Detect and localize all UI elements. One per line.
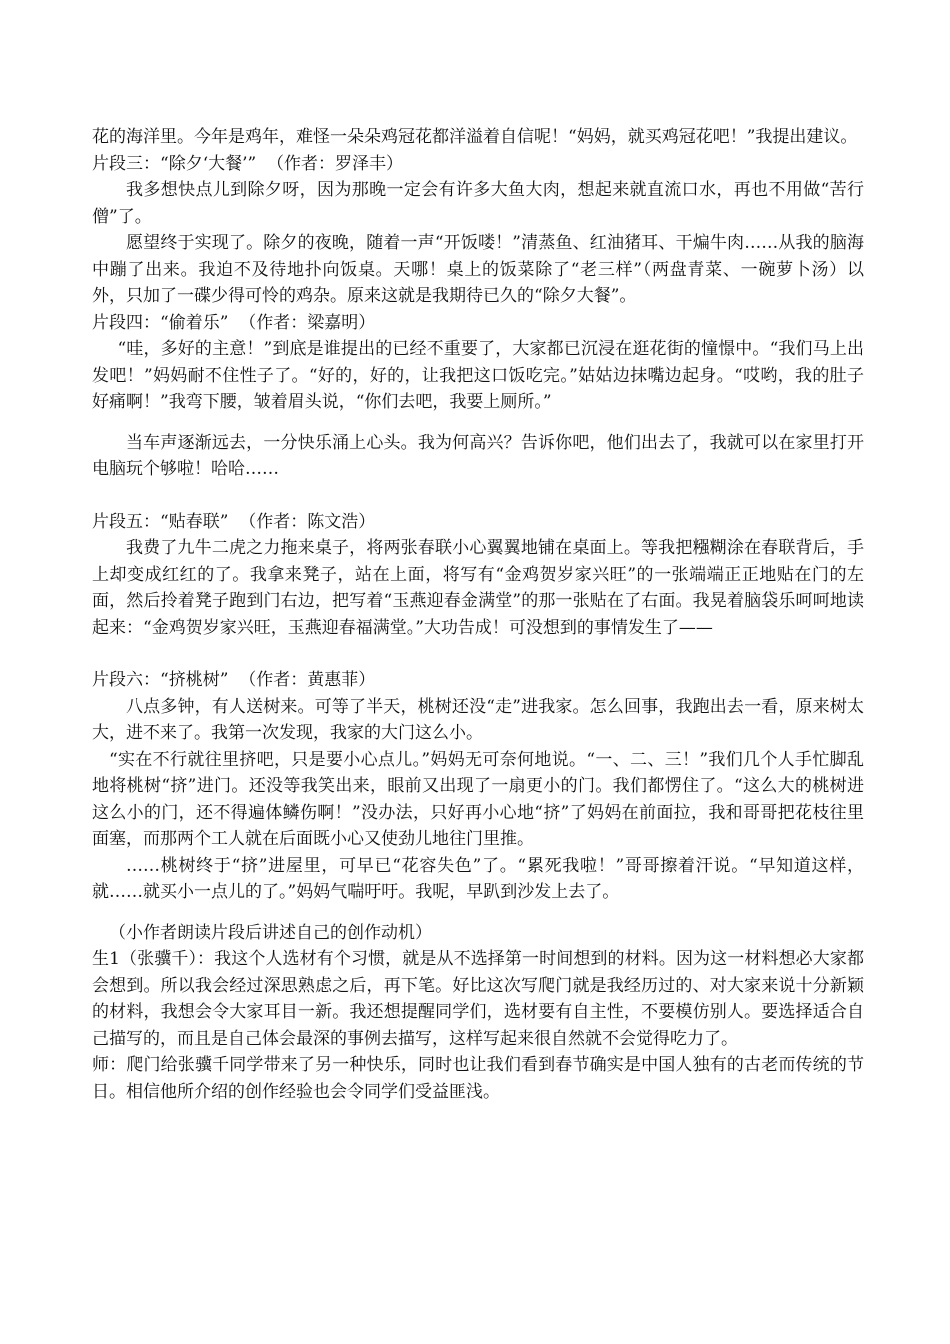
blank-line [92, 416, 864, 430]
fragment-3-paragraph-2: 愿望终于实现了。除夕的夜晚，随着一声“开饭喽！”清蒸鱼、红油猪耳、干煸牛肉……从我的脑海中蹦了出来。我迫不及待地扑向饭桌。天哪！桌上的饭菜除了“老三样”（两盘青菜、一碗萝卜汤）以外，只加了一碟少得可怜的鸡杂。原来这就是我期待已久的“除夕大餐”。 [92, 233, 864, 306]
fragment-3-paragraph-1: 我多想快点儿到除夕呀，因为那晚一定会有许多大鱼大肉，想起来就直流口水，再也不用做“苦行僧”了。 [92, 180, 864, 227]
fragment-6-heading: 片段六：“挤桃树” （作者：黄惠菲） [92, 670, 376, 690]
fragment-3-heading: 片段三：“除夕‘大餐’” （作者：罗泽丰） [92, 153, 403, 174]
fragment-5-heading: 片段五：“贴春联” （作者：陈文浩） [92, 511, 376, 532]
stage-note: （小作者朗读片段后讲述自己的创作动机） [109, 922, 432, 943]
teacher-statement: 师：爬门给张骥千同学带来了另一种快乐，同时也让我们看到春节确实是中国人独有的古老而传统的节日。相信他所介绍的创作经验也会令同学们受益匪浅。 [92, 1055, 864, 1102]
fragment-4-paragraph-2: 当车声逐渐远去，一分快乐涌上心头。我为何高兴？告诉你吧，他们出去了，我就可以在家里打开电脑玩个够啦！哈哈…… [92, 432, 864, 479]
blank-line [92, 483, 864, 509]
fragment-6-paragraph-2: “实在不行就往里挤吧，只是要小心点儿。”妈妈无可奈何地说。“一、二、三！”我们几个人手忙脚乱地将桃树“挤”进门。还没等我笑出来，眼前又出现了一扇更小的门。我们都愣住了。“这么大的桃树进这么小的门，还不得遍体鳞伤啊！”没办法，只好再小心地“挤”了妈妈在前面拉，我和哥哥把花枝往里面塞，而那两个工人就在后面既小心又使劲儿地往门里推。 [92, 749, 864, 849]
fragment-6-paragraph-3: ……桃树终于“挤”进屋里，可早已“花容失色”了。“累死我啦！”哥哥擦着汗说。“早知道这样，就……就买小一点儿的了。”妈妈气喘吁吁。我呢，早趴到沙发上去了。 [92, 855, 864, 902]
document-page [92, 124, 864, 1105]
intro-continuation: 花的海洋里。今年是鸡年，难怪一朵朵鸡冠花都洋溢着自信呢！“妈妈，就买鸡冠花吧！”我提出建议。 [92, 127, 858, 147]
student-1-statement: 生1（张骥千）：我这个人选材有个习惯，就是从不选择第一时间想到的材料。因为这一材料想必大家都会想到。所以我会经过深思熟虑之后，再下笔。好比这次写爬门就是我经历过的、对大家来说十分新颖的材料，我想会令大家耳目一新。我还想提醒同学们，选材要有自主性，不要模仿别人。要选择适合自己描写的，而且是自己体会最深的事例去描写，这样写起来很自然就不会觉得吃力了。 [92, 949, 864, 1049]
fragment-5-paragraph-1: 我费了九牛二虎之力拖来桌子，将两张春联小心翼翼地铺在桌面上。等我把糨糊涂在春联背后，手上却变成红红的了。我拿来凳子，站在上面，将写有“金鸡贺岁家兴旺”的一张端端正正地贴在门的左面，然后拎着凳子跑到门右边，把写着“玉燕迎春金满堂”的那一张贴在了右面。我晃着脑袋乐呵呵地读起来：“金鸡贺岁家兴旺，玉燕迎春福满堂。”大功告成！可没想到的事情发生了—— [92, 538, 864, 638]
fragment-4-paragraph-1: “哇，多好的主意！”到底是谁提出的已经不重要了，大家都已沉浸在逛花街的憧憬中。“我们马上出发吧！”妈妈耐不住性子了。“好的，好的，让我把这口饭吃完。”姑姑边抹嘴边起身。“哎哟，我的肚子好痛啊！”我弯下腰，皱着眉头说，“你们去吧，我要上厕所。” [92, 339, 864, 412]
fragment-4-heading: 片段四：“偷着乐” （作者：梁嘉明） [92, 312, 376, 333]
blank-line [92, 906, 864, 920]
blank-line [92, 641, 864, 667]
fragment-6-paragraph-1: 八点多钟，有人送树来。可等了半天，桃树还没“走”进我家。怎么回事，我跑出去一看，原来树太大，进不来了。我第一次发现，我家的大门这么小。 [92, 696, 864, 743]
